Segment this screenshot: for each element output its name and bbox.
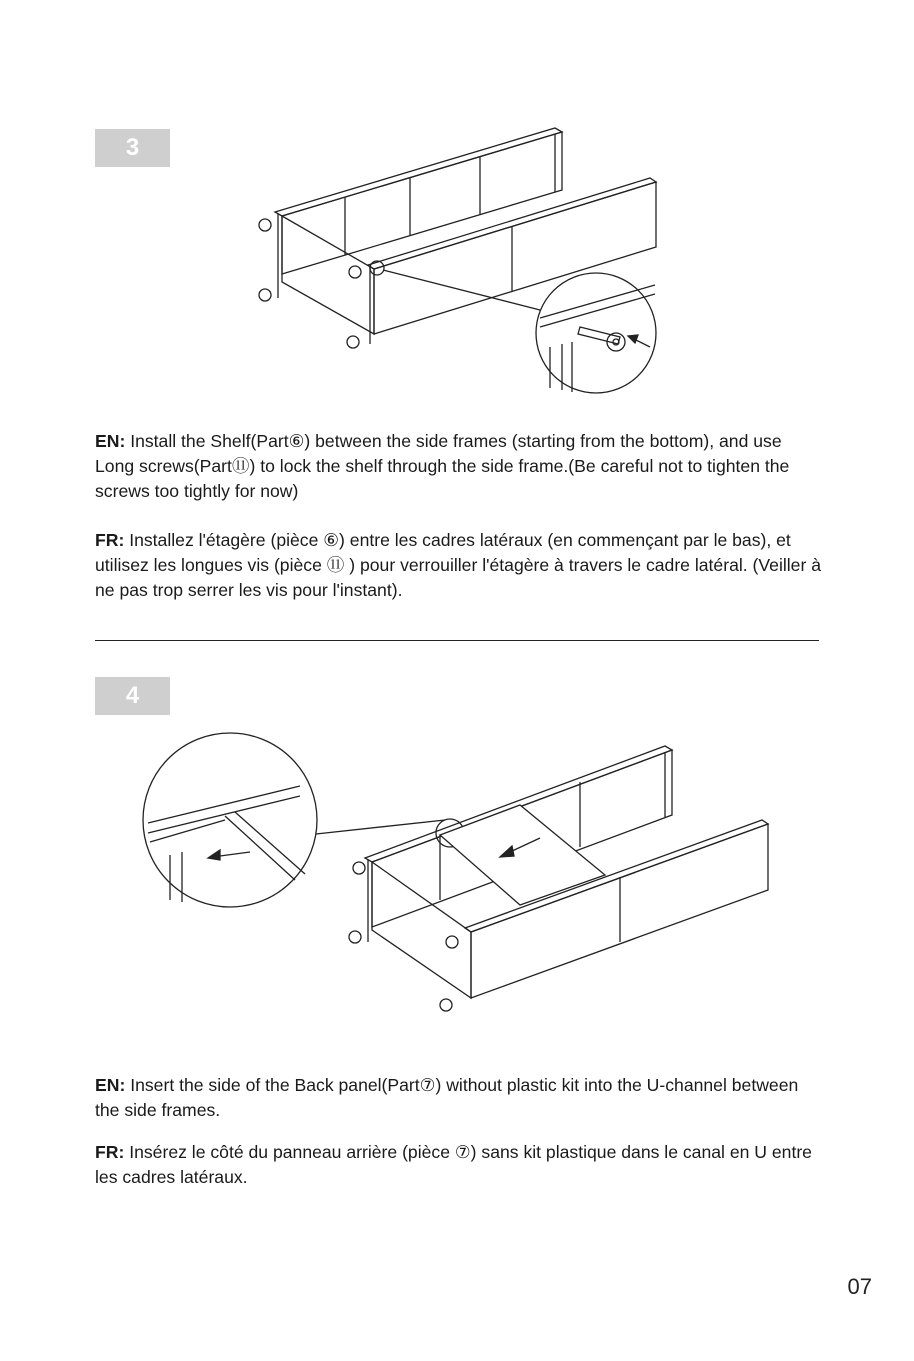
en-text: Insert the side of the Back panel(Part⑦) without plastic kit into the U-channel between the side frames. bbox=[95, 1075, 799, 1120]
step-3-badge: 3 bbox=[95, 129, 170, 167]
step-4-badge: 4 bbox=[95, 677, 170, 715]
end-panel bbox=[368, 860, 471, 998]
step-3-fr-instruction bbox=[95, 528, 823, 603]
callout-line bbox=[316, 820, 445, 834]
u-channel-detail-zoom bbox=[143, 733, 317, 907]
step-3-shelf-illustration bbox=[250, 122, 670, 402]
step-4-en-instruction bbox=[95, 1073, 823, 1123]
step-3-en-instruction bbox=[95, 429, 823, 504]
caster-wheels bbox=[259, 219, 361, 348]
en-label: EN: bbox=[95, 431, 126, 451]
page-number: 07 bbox=[847, 1274, 872, 1299]
step-4-back-panel-illustration bbox=[140, 730, 780, 1020]
step-4-fr-instruction bbox=[95, 1140, 823, 1190]
back-side-frame bbox=[275, 128, 562, 274]
en-label: EN: bbox=[95, 1075, 126, 1095]
end-panel bbox=[278, 214, 374, 344]
fr-text: Installez l'étagère (pièce ⑥) entre les cadres latéraux (en commençant par le bas), et utilisez les longues vis (pièce ⑪ ) pour verrouiller l'étagère à travers le cadre latéral. (Veiller à ne pas trop serrer les vis pour l'instant). bbox=[95, 530, 821, 600]
screw-detail-zoom bbox=[536, 273, 656, 393]
fr-text: Insérez le côté du panneau arrière (pièce ⑦) sans kit plastique dans le canal en U entre les cadres latéraux. bbox=[95, 1142, 812, 1187]
section-divider bbox=[95, 640, 819, 641]
fr-label: FR: bbox=[95, 530, 125, 550]
en-text: Install the Shelf(Part⑥) between the side frames (starting from the bottom), and use Long screws(Part⑪) to lock the shelf through the side frame.(Be careful not to tighten the screws too tightly for now) bbox=[95, 431, 790, 501]
fr-label: FR: bbox=[95, 1142, 125, 1162]
